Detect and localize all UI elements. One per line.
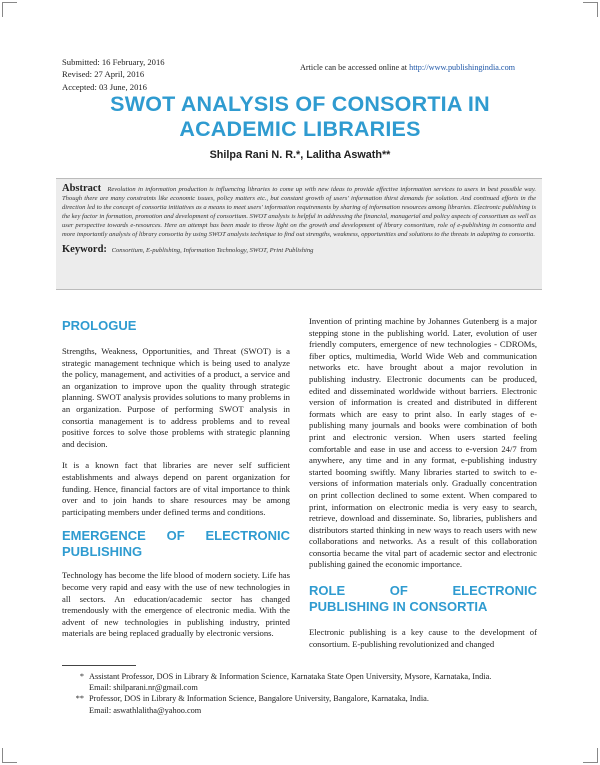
publisher-link[interactable]: http://www.publishingindia.com [409,63,516,72]
access-prefix: Article can be accessed online at [300,63,408,72]
prologue-paragraph-2: It is a known fact that libraries are never self sufficient establishments and always depend on parent organization for funding. Hence, financial factors are of vital importance to think over and to join hands to share resources may be among participating members under defined terms and conditions. [62,460,290,517]
footnote-mark: * [79,672,84,681]
title-line-2: ACADEMIC LIBRARIES [179,117,421,141]
access-note [300,63,515,72]
emergence-heading: EMERGENCE OF ELECTRONIC PUBLISHING [62,528,290,560]
abstract-text: Revolution in information production is influencing libraries to come up with new ideas to provide effective information services to users in best possible way. Though there are many constraints like economic issues, policy matters etc., but constant growth of users' information thirst demands for solution. And continued efforts in the direction led to the concept of consortia initiatives as a means to meet users' information requirements by sharing of information resources among libraries. Electronic publishing is the key factor in formation, promotion and development of consortium. SWOT analysis is helpful in addressing the financial, managerial and policy aspects of consortium as well as user perspective towards e-resources. Here an attempt has been made to throw light on the growth and development of library consortium, role of e-publishing in consortia and more importantly analysis of library consortia by using SWOT analysis technique to find out strengths, weakness, opportunities and solutions to the threats in adapting to consortia. [62,186,537,239]
footnote-rule [62,665,136,666]
accepted-date: Accepted: 03 June, 2016 [62,81,147,92]
footnote-affiliation: Professor, DOS in Library & Information Science, Bangalore University, Bangalore, Karnataka, India. [89,694,429,704]
emergence-paragraph-1: Technology has become the life blood of modern society. Life has become very rapid and easy with the use of new technologies in all sectors. An education/academic sector has changed tremendously with the emergence of electronic media. With the advent of new technologies in publishing industry, printed materials are being replaced gradually by electronic versions. [62,570,290,639]
keywords [62,244,536,255]
publishing-history-paragraph: Invention of printing machine by Johannes Gutenberg is a major stepping stone in the publishing world. Later, evolution of user friendly computers, emergence of new technologies - CDROMs, fiber optics, multimedia, World Wide Web and communication networks etc. have brought about a major revolution in publishing industry. Electronic documents can be produced, edited and disseminated worldwide without barriers. Electronic version of information is created and distributed in different formats which are easy to print also. In early stages of e-publishing many journals and books were combination of both print and electronic version. When users started feeling comfortable and ease in use and access to e-version 24/7 from anywhere, any time and in any format, e-publishing industry started booming swiftly. Many libraries started to switch to e-versions of information materials only. Gradually concentration on print collection declined to some extent. When compared to print, information on electronic media is very easy to search, retrieve, download and disseminate. So, libraries, publishers and distributors started thinking in new ways to reach users with new collaborations and networks. As a result of this collaboration consortia became the vital part of academic sector and electronic publishing gained the economic importance. [309,316,537,570]
abstract-box [56,178,542,290]
footnote-affiliation: Assistant Professor, DOS in Library & Information Science, Karnataka State Open University, Mysore, Karnataka, India. [89,672,492,681]
footnote-mark: ** [75,694,84,704]
role-paragraph-1: Electronic publishing is a key cause to the development of consortium. E-publishing revolutionized and changed [309,627,537,649]
prologue-paragraph-1: Strengths, Weakness, Opportunities, and Threat (SWOT) is a strategic management technique which is being used to analyze the policy, management, and activities of a product, a service and an organization to improve upon the quality through strategic planning. SWOT analysis provides solutions to many problems in an organization. Purpose of performing SWOT analysis in consortia management is to address problems and to reveal positive forces to solve those problems with strategic planning and decision. [62,346,290,449]
crop-mark-bottom-right [583,748,598,763]
submission-dates [62,56,165,93]
submitted-date: Submitted: 16 February, 2016 [62,57,165,67]
footnote-email: Email: aswathlalitha@yahoo.com [89,705,202,715]
footnote-1 [62,671,542,693]
footnote-email: Email: shilparani.nr@gmail.com [89,683,198,693]
authors: Shilpa Rani N. R.*, Lalitha Aswath** [209,149,391,161]
crop-mark-top-right [583,2,598,17]
right-column [309,316,537,660]
crop-mark-top-left [2,2,17,17]
footnotes [62,671,542,716]
role-heading: ROLE OF ELECTRONIC PUBLISHING IN CONSORTIA [309,583,537,615]
prologue-heading: PROLOGUE [62,318,137,333]
abstract-label: Abstract [62,183,102,194]
crop-mark-bottom-left [2,748,17,763]
keyword-list: Consortium, E-publishing, Information Technology, SWOT, Print Publishing [111,246,314,254]
footnote-2 [62,693,542,715]
title-line-1: SWOT ANALYSIS OF CONSORTIA IN [110,92,490,116]
abstract [62,184,536,240]
left-column [62,316,290,650]
revised-date: Revised: 27 April, 2016 [62,69,145,80]
keyword-label: Keyword: [62,243,107,255]
paper-title [60,92,540,142]
